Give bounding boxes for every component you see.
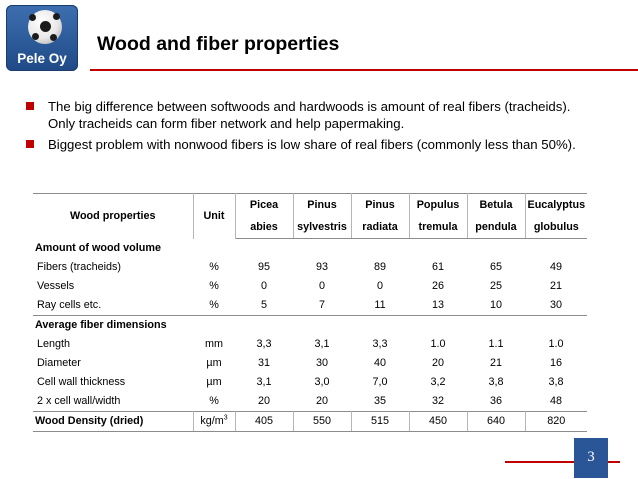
table-cell: 11 — [374, 299, 386, 311]
table-cell: 65 — [489, 261, 502, 273]
header-species: tremula — [409, 216, 467, 239]
row-unit: % — [209, 395, 219, 407]
bullet-line: Biggest problem with nonwood fibers is low share of real fibers (commonly less than 50%). — [48, 137, 576, 152]
table-cell: 7,0 — [372, 376, 388, 388]
table-cell: 31 — [257, 357, 270, 369]
table-row — [33, 392, 587, 412]
table-cell: 7 — [318, 299, 325, 311]
row-label: 2 x cell wall/width — [37, 395, 121, 407]
table-cell: 16 — [550, 357, 563, 369]
row-unit: µm — [206, 376, 222, 388]
table-cell: 0 — [260, 280, 267, 292]
table-cell: 3,3 — [256, 338, 272, 350]
header-property: Wood properties — [33, 194, 193, 239]
table-cell: 640 — [467, 412, 525, 432]
table-cell: 550 — [293, 412, 351, 432]
row-label: Fibers (tracheids) — [37, 261, 121, 273]
table-row-density — [33, 412, 587, 432]
table-row — [33, 354, 587, 373]
row-unit: mm — [205, 338, 223, 350]
table-cell: 1.0 — [430, 338, 446, 350]
table-row — [33, 373, 587, 392]
table-cell: 5 — [260, 299, 267, 311]
table-cell: 3,2 — [430, 376, 446, 388]
header-genus: Betula — [467, 194, 525, 217]
header-genus: Eucalyptus — [525, 194, 587, 217]
row-label: Length — [37, 338, 71, 350]
table-cell: 405 — [235, 412, 293, 432]
bullet-item — [26, 98, 626, 132]
soccer-ball-icon — [28, 10, 62, 44]
table-cell: 515 — [351, 412, 409, 432]
table-cell: 10 — [489, 299, 502, 311]
table-cell: 89 — [373, 261, 386, 273]
row-label: Diameter — [37, 357, 81, 369]
header-species: abies — [235, 216, 293, 239]
table-cell: 3,8 — [548, 376, 564, 388]
table-cell: 3,8 — [488, 376, 504, 388]
row-unit: µm — [206, 357, 222, 369]
header-species: pendula — [467, 216, 525, 239]
table-cell: 40 — [373, 357, 386, 369]
header-genus: Pinus — [293, 194, 351, 217]
table-cell: 95 — [257, 261, 270, 273]
table-cell: 48 — [550, 395, 563, 407]
table-cell: 0 — [318, 280, 325, 292]
row-label: Wood Density (dried) — [33, 412, 193, 432]
table-row — [33, 296, 587, 316]
header-species: sylvestris — [293, 216, 351, 239]
table-cell: 20 — [257, 395, 270, 407]
bullet-marker-icon — [26, 102, 34, 110]
title-underline — [90, 69, 638, 71]
table-cell: 1.1 — [488, 338, 504, 350]
table-cell: 13 — [431, 299, 444, 311]
table-row — [33, 258, 587, 277]
bullet-line: Only tracheids can form fiber network and help papermaking. — [48, 116, 405, 131]
table-cell: 0 — [376, 280, 383, 292]
slide-title: Wood and fiber properties — [97, 33, 340, 55]
section-title: Average fiber dimensions — [33, 316, 587, 336]
table-cell: 36 — [489, 395, 502, 407]
logo-text: Pele Oy — [17, 51, 67, 66]
row-label: Ray cells etc. — [37, 299, 102, 311]
header-genus: Pinus — [351, 194, 409, 217]
table-cell: 30 — [550, 299, 563, 311]
table-cell: 30 — [315, 357, 328, 369]
header-genus: Picea — [235, 194, 293, 217]
table-row — [33, 335, 587, 354]
row-unit: % — [209, 261, 219, 273]
table-cell: 3,3 — [372, 338, 388, 350]
header-unit: Unit — [193, 194, 235, 239]
table-cell: 21 — [550, 280, 563, 292]
table-cell: 3,1 — [256, 376, 272, 388]
row-unit: % — [209, 280, 219, 292]
header-species: globulus — [525, 216, 587, 239]
table-cell: 21 — [489, 357, 502, 369]
table-cell: 49 — [550, 261, 563, 273]
bullet-item — [26, 136, 626, 153]
section-title: Amount of wood volume — [35, 242, 161, 254]
table-cell: 26 — [431, 280, 444, 292]
bullet-line: The big difference between softwoods and hardwoods is amount of real fibers (tracheids). — [48, 99, 571, 114]
table-cell: 20 — [431, 357, 444, 369]
row-unit — [193, 412, 235, 432]
header-species: radiata — [351, 216, 409, 239]
row-unit: % — [209, 299, 219, 311]
table-cell: 35 — [373, 395, 386, 407]
table-cell: 1.0 — [548, 338, 564, 350]
bullet-marker-icon — [26, 140, 34, 148]
bullet-list — [26, 98, 626, 157]
row-label: Cell wall thickness — [37, 376, 126, 388]
table-cell: 3,1 — [314, 338, 330, 350]
table-row — [33, 277, 587, 296]
page-number: 3 — [587, 449, 595, 465]
table-cell: 25 — [489, 280, 502, 292]
table-cell: 32 — [431, 395, 444, 407]
table-cell: 93 — [315, 261, 328, 273]
table-cell: 61 — [431, 261, 444, 273]
table-cell: 3,0 — [314, 376, 330, 388]
unit-exponent: 3 — [223, 414, 228, 422]
unit-base: kg/m — [200, 415, 224, 427]
table-cell: 20 — [315, 395, 328, 407]
row-label: Vessels — [37, 280, 75, 292]
header-genus: Populus — [409, 194, 467, 217]
table-cell: 820 — [525, 412, 587, 432]
table-cell: 450 — [409, 412, 467, 432]
company-logo — [6, 5, 78, 71]
wood-properties-table — [33, 193, 587, 432]
